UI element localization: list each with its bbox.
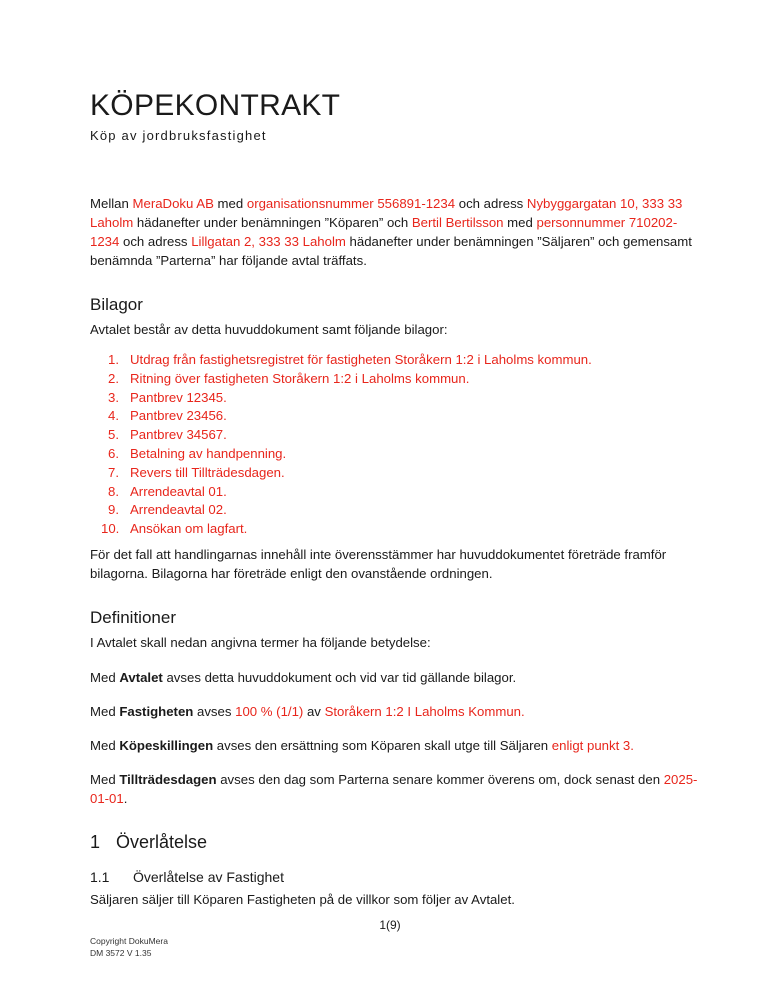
annex-text: Ansökan om lagfart. [130, 521, 248, 537]
annex-item [90, 389, 592, 408]
annex-number: 2. [108, 370, 119, 386]
definition-text: Med [90, 772, 120, 787]
annex-item [90, 351, 592, 370]
annex-text: Arrendeavtal 01. [130, 483, 227, 499]
definition-term: Fastigheten [119, 704, 194, 719]
intro-text: med [503, 215, 537, 230]
annex-number: 4. [108, 408, 119, 424]
intro-text: och adress [455, 196, 527, 211]
annex-number: 9. [108, 502, 119, 518]
annex-number: 5. [108, 427, 119, 443]
document-subtitle: Köp av jordbruksfastighet [90, 128, 267, 143]
definition-text: avses detta huvuddokument och vid var tid gällande bilagor. [162, 670, 517, 685]
subsection-title: Överlåtelse av Fastighet [133, 869, 284, 885]
definition-text: Med [90, 738, 120, 753]
seller-address: Lillgatan 2, 333 33 Laholm [191, 234, 346, 249]
intro-text: med [213, 196, 247, 211]
annex-item [90, 501, 592, 520]
bilagor-lead: Avtalet består av detta huvuddokument samt följande bilagor: [90, 322, 448, 337]
document-version: DM 3572 V 1.35 [90, 948, 152, 958]
section-title: Överlåtelse [116, 832, 208, 852]
subsection-number: 1.1 [90, 869, 110, 885]
section-1-1-heading [90, 869, 284, 885]
document-title: KÖPEKONTRAKT [90, 89, 341, 122]
bilagor-heading: Bilagor [90, 295, 143, 314]
definition-text: avses den dag som Parterna senare kommer överens om, dock senast den [216, 772, 664, 787]
intro-text: Mellan [90, 196, 133, 211]
annex-item [90, 520, 592, 539]
section-number: 1 [90, 832, 101, 852]
intro-paragraph [90, 194, 700, 270]
definition-text: Med [90, 670, 120, 685]
definition-text: Med [90, 704, 120, 719]
footer-copyright [90, 935, 168, 959]
seller-name: Bertil Bertilsson [411, 215, 504, 230]
buyer-address: Nybyggargatan 10, 333 33 Laholm [90, 196, 683, 230]
intro-text: hädanefter under benämningen ”Säljaren” och gemensamt benämnda ”Parterna” har följande avtal träffats. [90, 234, 692, 268]
definition-kopeskillingen [90, 736, 700, 755]
definition-text: avses [193, 704, 236, 719]
annex-number: 1. [108, 352, 119, 367]
buyer-org-number: organisationsnummer 556891-1234 [246, 196, 456, 211]
annex-text: Utdrag från fastighetsregistret för fastigheten Storåkern 1:2 i Laholms kommun. [130, 352, 592, 367]
section-1-1-text: Säljaren säljer till Köparen Fastigheten på de villkor som följer av Avtalet. [90, 892, 515, 907]
buyer-name: MeraDoku AB [132, 196, 214, 211]
annex-text: Pantbrev 34567. [130, 427, 227, 443]
property-designation: Storåkern 1:2 I Laholms Kommun. [324, 704, 525, 719]
section-1-heading [90, 832, 207, 853]
access-date: 2025-01-01 [90, 772, 698, 806]
definition-text: avses den ersättning som Köparen skall utge till Säljaren [213, 738, 552, 753]
definition-term: Tillträdesdagen [119, 772, 217, 787]
annex-item [90, 407, 592, 426]
annex-text: Pantbrev 23456. [130, 408, 227, 424]
ownership-share: 100 % (1/1) [235, 704, 304, 719]
annex-text: Arrendeavtal 02. [130, 502, 227, 518]
annex-text: Betalning av handpenning. [130, 445, 287, 461]
annex-text: Ritning över fastigheten Storåkern 1:2 i Laholms kommun. [130, 370, 470, 386]
definition-tilltradesdagen [90, 770, 700, 808]
annex-item [90, 445, 592, 464]
intro-text: och adress [119, 234, 192, 249]
section-reference: enligt punkt 3. [551, 738, 634, 753]
definitioner-heading: Definitioner [90, 608, 176, 627]
definition-text: av [303, 704, 325, 719]
annex-number: 7. [108, 464, 119, 480]
precedence-paragraph: För det fall att handlingarnas innehåll inte överensstämmer har huvuddokumentet företräde framför bilagorna. Bilagorna har företräde enligt den ovanstående ordningen. [90, 547, 667, 581]
intro-text: hädanefter under benämningen ”Köparen” och [133, 215, 412, 230]
annex-item [90, 370, 592, 389]
annex-list [90, 351, 592, 539]
annex-number: 8. [108, 483, 119, 499]
annex-text: Revers till Tillträdesdagen. [130, 464, 285, 480]
annex-item [90, 426, 592, 445]
definition-fastigheten [90, 702, 700, 721]
definitioner-lead: I Avtalet skall nedan angivna termer ha följande betydelse: [90, 635, 431, 650]
definition-term: Avtalet [119, 670, 163, 685]
seller-personal-number: personnummer 710202-1234 [90, 215, 678, 249]
annex-number: 6. [108, 445, 119, 461]
annex-item [90, 483, 592, 502]
definition-avtalet [90, 668, 700, 687]
annex-text: Pantbrev 12345. [130, 389, 227, 405]
copyright-text: Copyright DokuMera [90, 936, 168, 946]
definition-term: Köpeskillingen [119, 738, 214, 753]
page-number: 1(9) [379, 918, 401, 932]
definition-text: . [123, 791, 128, 806]
annex-item [90, 464, 592, 483]
annex-number: 10. [101, 521, 120, 537]
annex-number: 3. [108, 389, 119, 405]
